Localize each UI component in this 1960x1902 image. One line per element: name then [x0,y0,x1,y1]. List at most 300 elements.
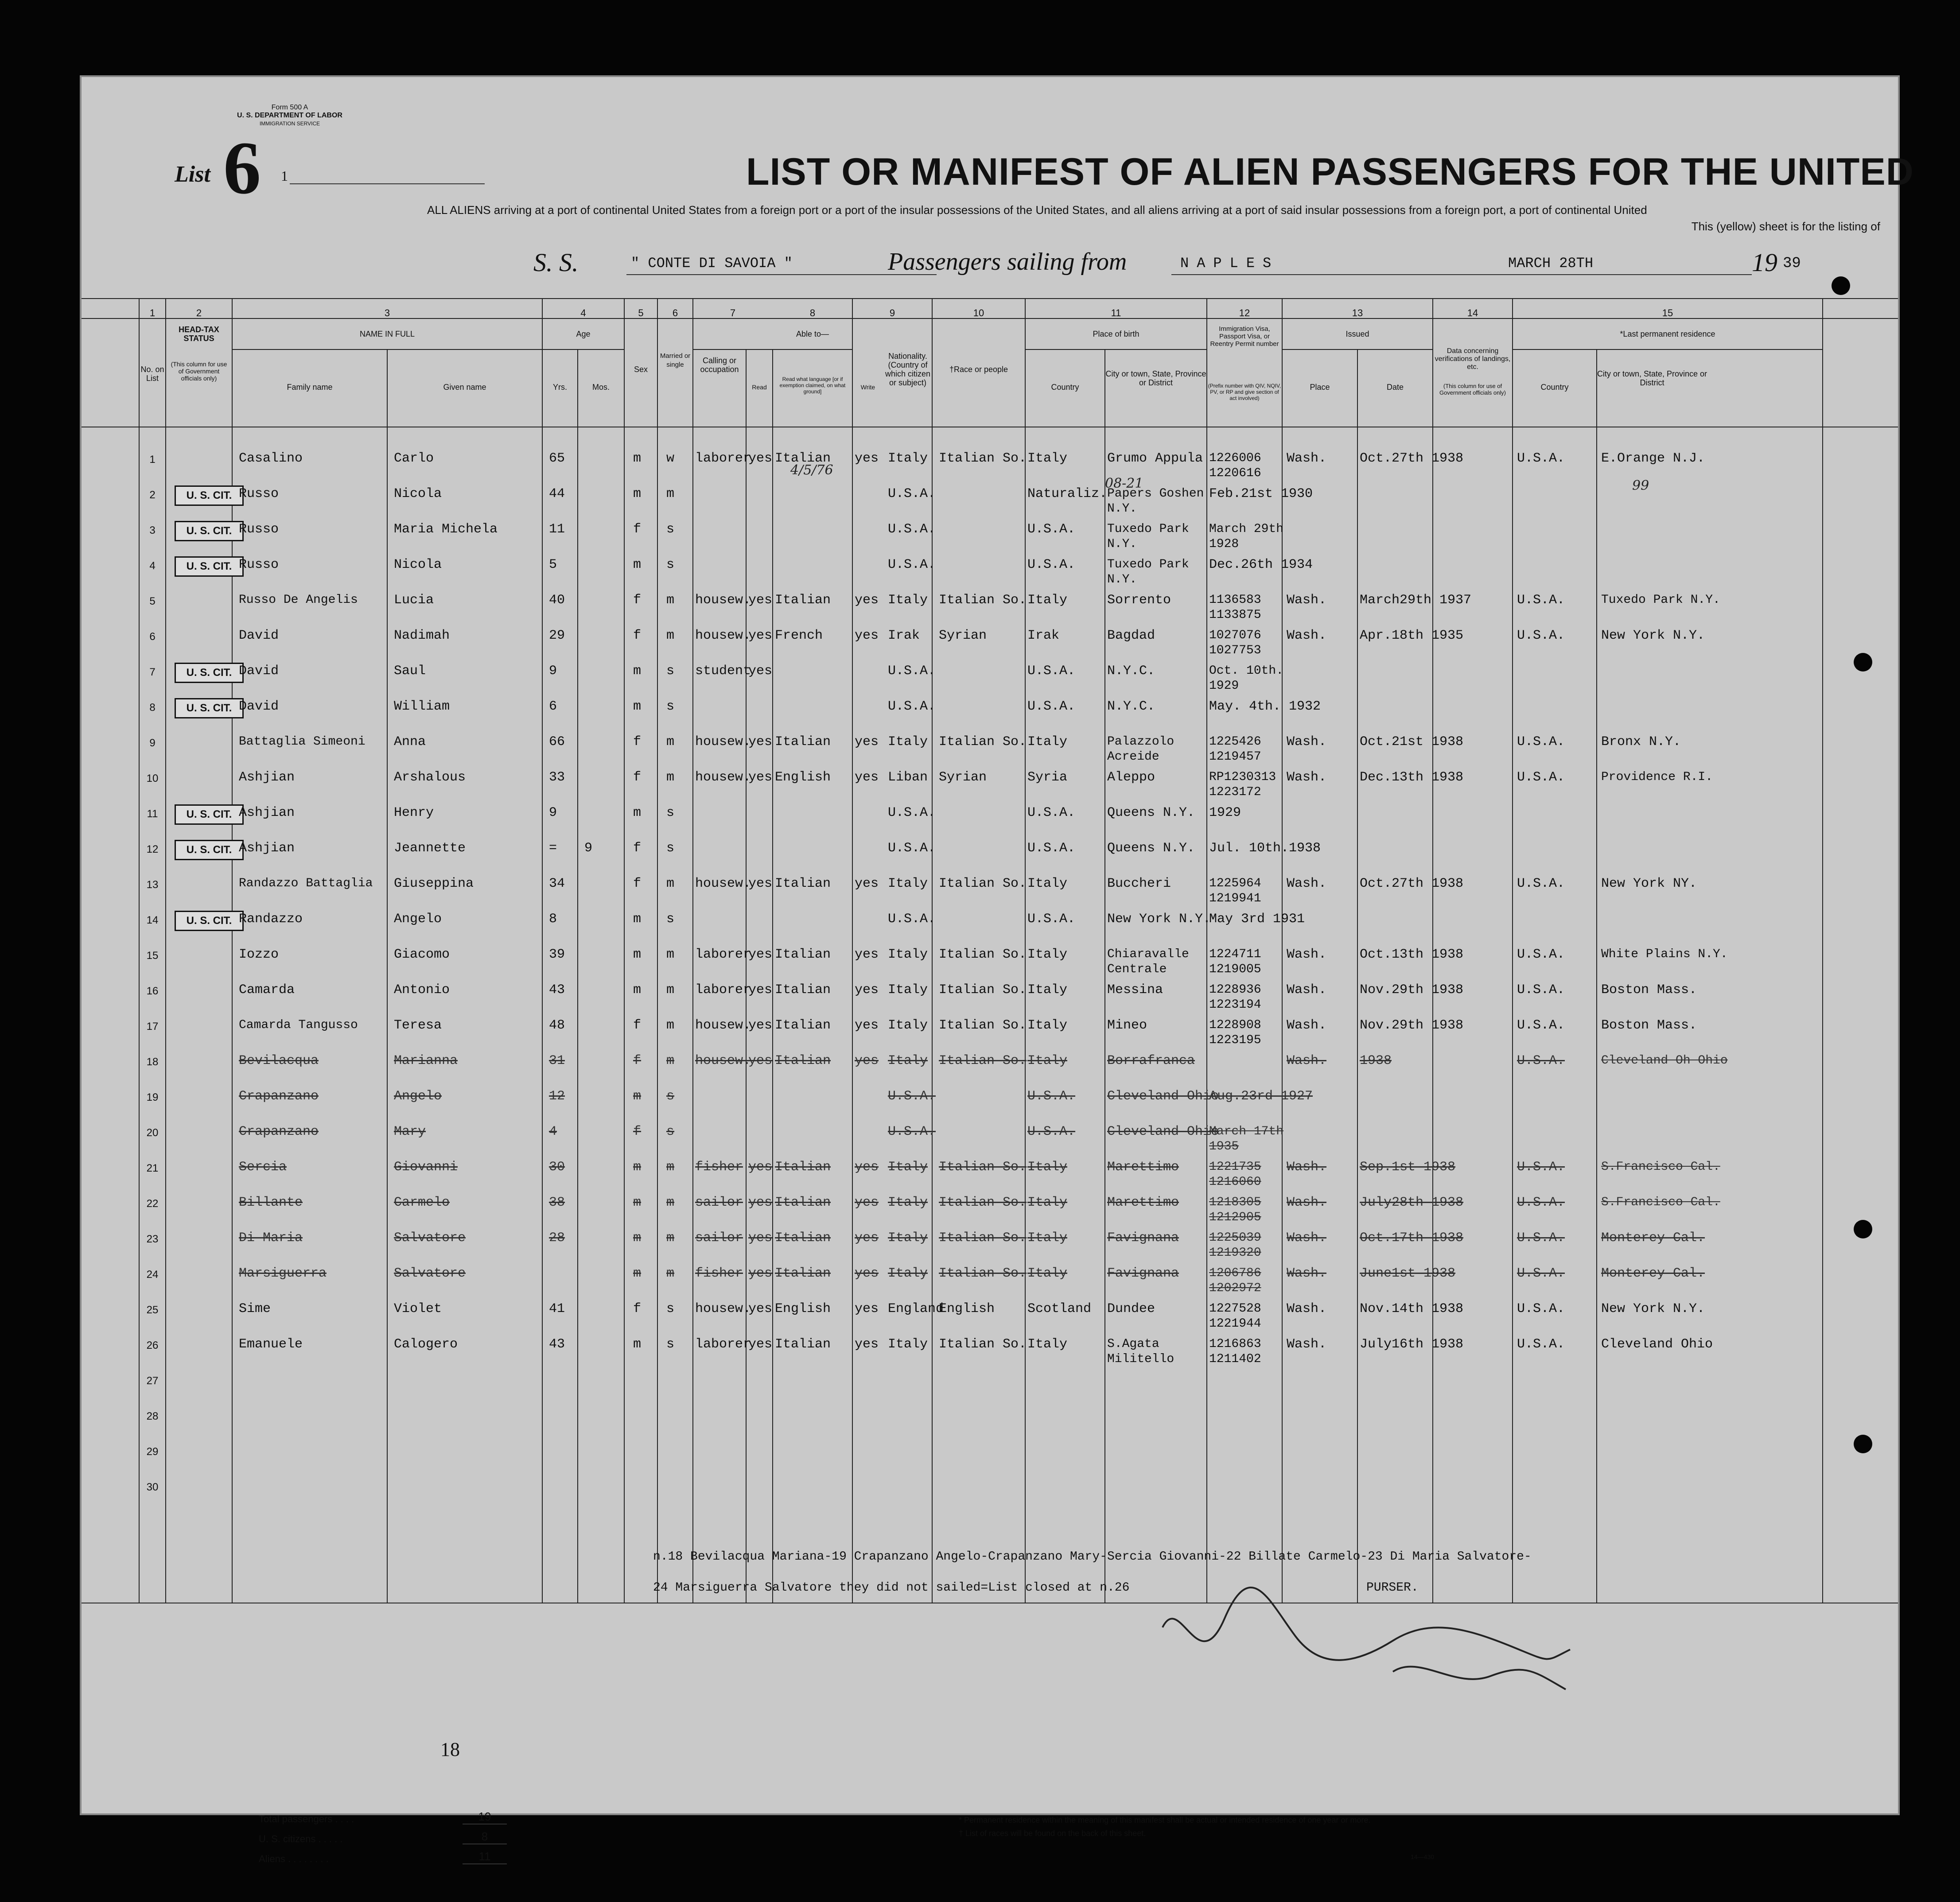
cell-visa: 1225426 1219457 [1209,735,1261,764]
cell-age: 40 [549,593,565,608]
row-number: 8 [149,702,156,714]
cell-nat: Italy [888,1266,928,1281]
cell-read: yes [748,1160,773,1175]
cell-bcity: Favignana [1107,1230,1179,1246]
cell-read: yes [748,982,773,998]
cell-ms: m [666,947,675,962]
cell-fam: Sercia [239,1160,287,1175]
cell-sex: f [633,734,642,749]
cell-fam: Ashjian [239,841,295,856]
cell-rcity: Monterey Cal. [1601,1266,1705,1281]
cell-sex: m [633,486,642,501]
cell-age: 34 [549,876,565,891]
cell-age: 5 [549,557,557,572]
cell-visa: 1929 [1209,805,1241,820]
table-row [82,1091,1898,1127]
cell-date: Oct.27th 1938 [1360,876,1464,891]
cell-race: Italian So. [939,947,1027,962]
cell-date: Oct.21st 1938 [1360,734,1464,749]
cell-bcity: Tuxedo Park N.Y. [1107,522,1189,551]
cell-ms: m [666,982,675,998]
cell-write: yes [855,451,879,466]
us-citizen-stamp: U. S. CIT. [175,698,244,718]
cell-rc: U.S.A. [1517,1266,1565,1281]
row-number: 24 [146,1269,159,1281]
cell-write: yes [855,734,879,749]
cell-place: Wash. [1287,593,1327,608]
cell-race: Italian So. [939,451,1027,466]
cell-fam: Ashjian [239,805,295,820]
service-name: IMMIGRATION SERVICE [259,120,320,127]
cell-sex: f [633,876,642,891]
cell-ms: m [666,770,675,785]
cell-lang: Italian [775,451,831,466]
col-header-head-tax-note: (This column for use of Government officials only) [171,361,227,382]
cell-bcity: Aleppo [1107,770,1155,785]
cell-given: Giovanni [394,1160,458,1175]
col-header-residence-country: Country [1540,383,1569,392]
cell-nat: Italy [888,876,928,891]
table-row [82,1053,1898,1091]
footnote-residence: * Permanent residence within the meaning of this manifest shall be actual or intended residence of one year or more. [959,1816,1371,1824]
cell-given: Henry [394,805,434,820]
cell-bc: Italy [1027,1230,1068,1246]
binder-hole [1854,653,1872,672]
table-row [82,734,1898,772]
cell-given: Marianna [394,1053,458,1068]
cell-bcity: Queens N.Y. [1107,805,1195,820]
cell-sex: f [633,1301,642,1316]
col-number-9: 9 [889,307,895,318]
row-number: 15 [146,950,159,962]
page-subtitle: ALL ALIENS arriving at a port of continental United States from a foreign port or a port of the insular possessions of the United States, and all aliens arriving at a port of said insular possessions from a foreign port, a port of continental United [427,203,1647,217]
cell-bc: Italy [1027,1018,1068,1033]
row-number: 23 [146,1233,159,1245]
cell-write: yes [855,982,879,998]
binder-hole [1832,276,1850,295]
table-row [82,628,1898,666]
cell-date: Dec.13th 1938 [1360,770,1464,785]
row-number: 5 [149,595,156,607]
table-row [82,451,1898,489]
handwritten-mark: 08-21 [1105,476,1143,491]
cell-read: yes [748,734,773,749]
col-header-age: Age [576,330,591,338]
cell-fam: Russo [239,486,279,501]
cell-sex: m [633,557,642,572]
cell-rcity: Boston Mass. [1601,982,1697,998]
cell-rc: U.S.A. [1517,1301,1565,1316]
cell-visa: 1221735 1216060 [1209,1160,1261,1189]
us-citizen-stamp: U. S. CIT. [175,840,244,860]
signature [1145,1574,1588,1707]
cell-fam: David [239,699,279,714]
cell-rc: U.S.A. [1517,982,1565,998]
cell-nat: U.S.A. [888,699,936,714]
cell-fam: Crapanzano [239,1124,319,1139]
cell-date: July16th 1938 [1360,1337,1464,1352]
col-header-family-name: Family name [287,383,333,392]
cell-nat: Italy [888,451,928,466]
cell-place: Wash. [1287,1195,1327,1210]
cell-rcity: S.Francisco Cal. [1601,1196,1720,1209]
cell-race: Italian So. [939,1160,1027,1175]
col-header-birthplace: Place of birth [1093,330,1139,338]
cell-lang: English [775,770,831,785]
cell-age: 33 [549,770,565,785]
table-row [82,595,1898,631]
col-number-15: 15 [1662,307,1673,318]
row-number: 30 [146,1481,159,1493]
cell-lang: French [775,628,823,643]
cell-nat: Italy [888,947,928,962]
cell-bc: Italy [1027,451,1068,466]
cell-ms: s [666,1124,675,1139]
cell-bcity: Grumo Appula [1107,451,1203,466]
cell-rcity: Tuxedo Park N.Y. [1601,593,1720,607]
cell-sex: f [633,593,642,608]
cell-sex: f [633,522,642,537]
col-header-birth-city: City or town, State, Province or District [1105,369,1206,387]
cell-bcity: Sorrento [1107,593,1171,608]
sailing-label: Passengers sailing from [888,248,1127,276]
cell-given: Nadimah [394,628,450,643]
cell-mos: 9 [584,841,593,856]
cell-rcity: Providence R.I. [1601,770,1713,784]
cell-bcity: Marettimo [1107,1195,1179,1210]
year-prefix: 19 [1752,248,1777,277]
cell-nat: Irak [888,628,920,643]
cell-nat: England [888,1301,944,1316]
row-number: 18 [146,1056,159,1068]
cell-occ: fisher [695,1266,743,1281]
table-row [82,557,1898,595]
cell-sex: m [633,947,642,962]
cell-sex: m [633,451,642,466]
cell-age: 28 [549,1230,565,1246]
manifest-sheet [80,75,1914,1864]
us-citizens-label: U. S. citizens . . . . . [259,1833,343,1844]
cell-age: 30 [549,1160,565,1175]
table-row [82,699,1898,737]
col-header-race: †Race or people [949,365,1008,374]
cell-ms: s [666,664,675,679]
cell-ms: s [666,1089,675,1104]
cell-read: yes [748,876,773,891]
cell-fam: Russo De Angelis [239,593,358,607]
cell-lang: Italian [775,1160,831,1175]
cell-place: Wash. [1287,628,1327,643]
cell-bc: Italy [1027,876,1068,891]
purser-label: PURSER. [1366,1581,1419,1595]
row-number: 7 [149,666,156,678]
col-header-sex: Sex [634,365,648,374]
col-header-able-to: Able to— [796,330,829,338]
cell-fam: Billante [239,1195,303,1210]
cell-visa: Feb.21st 1930 [1209,486,1313,501]
col-number-1: 1 [149,307,156,318]
cell-date: March29th 1937 [1360,593,1472,608]
total-passengers-value: 19 [463,1810,507,1824]
handwritten-mark: 99 [1632,478,1649,493]
table-row [82,524,1898,560]
cell-nat: Italy [888,982,928,998]
list-number: 6 [223,126,261,210]
col-number-14: 14 [1467,307,1478,318]
cell-fam: Ashjian [239,770,295,785]
cell-rc: U.S.A. [1517,451,1565,466]
cell-sex: m [633,1337,642,1352]
cell-bcity: Marettimo [1107,1160,1179,1175]
cell-bc: Italy [1027,1266,1068,1281]
cell-race: Italian So. [939,1053,1027,1068]
cell-read: yes [748,1266,773,1281]
row-number: 9 [149,737,156,749]
cell-nat: Italy [888,1195,928,1210]
table-row [82,947,1898,985]
cell-nat: Italy [888,1053,928,1068]
cell-read: yes [748,628,773,643]
cell-given: Anna [394,734,426,749]
cell-bcity: Palazzolo Acreide [1107,735,1174,764]
cell-rc: U.S.A. [1517,1160,1565,1175]
cell-bcity: Messina [1107,982,1163,998]
cell-given: Angelo [394,1089,442,1104]
cell-fam: Di Maria [239,1230,303,1246]
row-number: 6 [149,631,156,643]
cell-rcity: Cleveland Ohio [1601,1337,1713,1352]
cell-given: Mary [394,1124,426,1139]
cell-visa: Aug.23rd 1927 [1209,1089,1313,1104]
cell-given: Maria Michela [394,522,498,537]
cell-rc: U.S.A. [1517,770,1565,785]
cell-bc: U.S.A. [1027,805,1076,820]
cell-visa: March 29th 1928 [1209,522,1284,551]
cell-visa: RP1230313 1223172 [1209,770,1276,799]
cell-ms: s [666,557,675,572]
cell-bc: Italy [1027,947,1068,962]
table-row [82,876,1898,914]
row-number: 16 [146,985,159,997]
cell-date: Sep.1st 1938 [1360,1160,1456,1175]
cell-occ: sailor [695,1230,743,1246]
col-header-visa-note: (Prefix number with QIV, NQIV, PV, or RP and give section of act involved) [1208,383,1281,401]
col-header-no: No. on List [140,365,164,383]
cell-write: yes [855,1160,879,1175]
cell-rcity: New York N.Y. [1601,628,1705,643]
cell-sex: f [633,1018,642,1033]
cell-age: 43 [549,1337,565,1352]
cell-read: yes [748,1337,773,1352]
cell-write: yes [855,593,879,608]
cell-visa: 1136583 1133875 [1209,593,1261,622]
cell-lang: Italian [775,1018,831,1033]
cell-given: Antonio [394,982,450,998]
cell-visa: Oct. 10th. 1929 [1209,664,1284,693]
cell-visa: Jul. 10th.1938 [1209,841,1321,856]
cell-bc: Italy [1027,982,1068,998]
cell-nat: Liban [888,770,928,785]
cell-rcity: New York NY. [1601,876,1697,891]
list-subnumber: 1 [281,168,288,184]
cell-given: Giuseppina [394,876,474,891]
cell-visa: 1228936 1223194 [1209,983,1261,1012]
cell-bc: Italy [1027,593,1068,608]
cell-bcity: Cleveland Ohio [1107,1089,1219,1104]
cell-sex: m [633,1230,642,1246]
row-number: 25 [146,1304,159,1316]
cell-date: July28th 1938 [1360,1195,1464,1210]
col-number-3: 3 [384,307,390,318]
cell-ms: m [666,1266,675,1281]
cell-nat: U.S.A. [888,486,936,501]
cell-age: = [549,841,557,856]
cell-lang: Italian [775,1195,831,1210]
form-number: Form 500 A [271,104,308,111]
cell-occ: fisher [695,1160,743,1175]
cell-place: Wash. [1287,1018,1327,1033]
cell-place: Wash. [1287,1053,1327,1068]
cell-race: Syrian [939,628,987,643]
cell-lang: Italian [775,1337,831,1352]
cell-given: Teresa [394,1018,442,1033]
cell-read: yes [748,593,773,608]
col-number-2: 2 [196,307,202,318]
row-number: 14 [146,914,159,926]
cell-given: Arshalous [394,770,466,785]
cell-bcity: Mineo [1107,1018,1147,1033]
cell-ms: m [666,876,675,891]
cell-place: Wash. [1287,876,1327,891]
cell-visa: May. 4th. 1932 [1209,699,1321,714]
cell-race: Italian So. [939,593,1027,608]
cell-bc: U.S.A. [1027,557,1076,572]
cell-fam: Randazzo [239,912,303,927]
cell-write: yes [855,947,879,962]
cell-bcity: N.Y.C. [1107,664,1155,679]
table-row [82,1339,1898,1375]
cell-nat: U.S.A. [888,1124,936,1139]
form-code: 14—430 [1411,1853,1434,1860]
cell-date: Apr.18th 1935 [1360,628,1464,643]
cell-fam: Crapanzano [239,1089,319,1104]
cell-sex: m [633,699,642,714]
cell-fam: Marsiguerra [239,1266,327,1281]
cell-rcity: Boston Mass. [1601,1018,1697,1033]
cell-age: 9 [549,664,557,679]
cell-place: Wash. [1287,1160,1327,1175]
row-number: 12 [146,843,159,855]
col-header-given-name: Given name [443,383,486,392]
cell-bcity: Buccheri [1107,876,1171,891]
cell-write: yes [855,1230,879,1246]
cell-ms: s [666,841,675,856]
row-number: 20 [146,1127,159,1139]
cell-rc: U.S.A. [1517,734,1565,749]
row-number: 22 [146,1198,159,1210]
cell-occ: housew. [695,593,751,608]
col-header-write: Write [860,384,875,391]
cell-place: Wash. [1287,982,1327,998]
cell-lang: Italian [775,1230,831,1246]
cell-fam: Battaglia Simeoni [239,735,366,749]
cell-nat: U.S.A. [888,805,936,820]
table-row [82,843,1898,879]
cell-sex: f [633,841,642,856]
col-header-married: Married or single [660,352,691,369]
cell-bcity: Borrafranca [1107,1053,1195,1068]
cell-rcity: E.Orange N.J. [1601,451,1705,466]
cell-age: 43 [549,982,565,998]
table-row [82,805,1898,843]
cell-bcity: Favignana [1107,1266,1179,1281]
cell-race: Italian So. [939,1337,1027,1352]
cell-place: Wash. [1287,1301,1327,1316]
cell-bc: Italy [1027,1195,1068,1210]
cell-age: 66 [549,734,565,749]
cell-visa: 1225039 1219320 [1209,1231,1261,1260]
table-row [82,1375,1898,1410]
cell-visa: 1218305 1212905 [1209,1196,1261,1224]
cell-occ: laborer [695,1337,751,1352]
col-header-months: Mos. [592,383,610,392]
cell-visa: May 3rd 1931 [1209,912,1305,927]
cell-bc: Italy [1027,734,1068,749]
cell-ms: w [666,451,675,466]
col-header-verification-note: (This column for use of Government officials only) [1439,383,1506,396]
cell-race: Italian So. [939,734,1027,749]
cell-write: yes [855,1195,879,1210]
cell-age: 6 [549,699,557,714]
col-number-4: 4 [580,307,586,318]
col-number-6: 6 [672,307,678,318]
cell-bc: U.S.A. [1027,664,1076,679]
cell-age: 48 [549,1018,565,1033]
cell-occ: housew. [695,628,751,643]
closing-note-line-1: n.18 Bevilacqua Mariana-19 Crapanzano Angelo-Crapanzano Mary-Sercia Giovanni-22 Billate Carmelo-23 Di Maria Salvatore- [653,1550,1532,1564]
us-citizen-stamp: U. S. CIT. [175,556,244,577]
cell-age: 38 [549,1195,565,1210]
cell-given: Nicola [394,486,442,501]
cell-occ: housew. [695,1053,751,1068]
cell-date: Oct.27th 1938 [1360,451,1464,466]
cell-race: Italian So. [939,1230,1027,1246]
cell-read: yes [748,947,773,962]
cell-visa: 1226006 1220616 [1209,451,1261,480]
row-number: 21 [146,1162,159,1174]
cell-bcity: Queens N.Y. [1107,841,1195,856]
row-number: 1 [149,454,156,466]
cell-sex: f [633,1124,642,1139]
cell-ms: m [666,1018,675,1033]
cell-bcity: S.Agata Militello [1107,1337,1174,1366]
cell-occ: sailor [695,1195,743,1210]
table-row [82,1410,1898,1446]
cell-bcity: Dundee [1107,1301,1155,1316]
cell-age: 9 [549,805,557,820]
cell-race: Italian So. [939,982,1027,998]
cell-age: 11 [549,522,565,537]
cell-read: yes [748,1230,773,1246]
cell-write: yes [855,1337,879,1352]
row-number: 13 [146,879,159,891]
col-header-visa: Immigration Visa, Passport Visa, or Reentry Permit number [1210,325,1279,348]
cell-nat: Italy [888,593,928,608]
cell-write: yes [855,1053,879,1068]
cell-age: 65 [549,451,565,466]
cell-place: Wash. [1287,1266,1327,1281]
row-number: 2 [149,489,156,501]
